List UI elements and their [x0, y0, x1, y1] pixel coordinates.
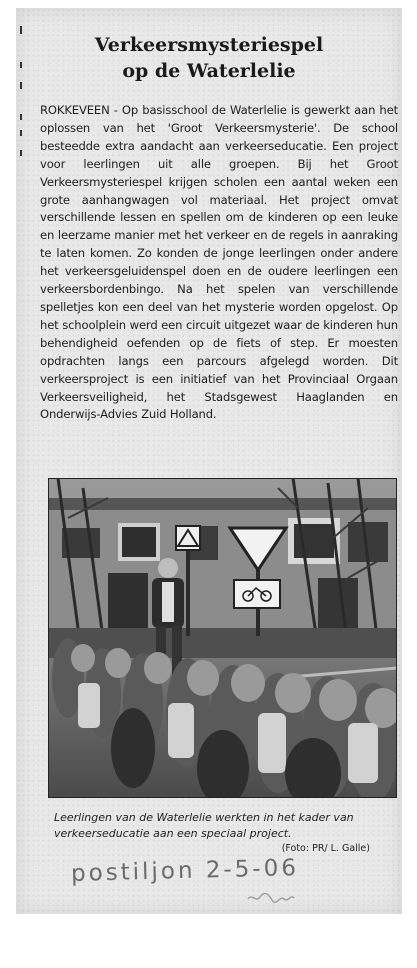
headline-line-2: op de Waterlelie	[122, 60, 296, 82]
handwritten-annotation: postiljon 2-5-06	[70, 855, 300, 887]
article-headline	[16, 32, 402, 84]
photo-caption: Leerlingen van de Waterlelie werkten in het kader van verkeerseducatie aan een speciaal project.	[54, 811, 354, 840]
photo-credit: (Foto: PR/ L. Galle)	[281, 843, 370, 854]
article-photo	[48, 478, 397, 798]
ink-scribble	[246, 891, 296, 905]
article-body: ROKKEVEEN - Op basisschool de Waterlelie is gewerkt aan het oplossen van het 'Groot Verkeersmysterie'. De school besteedde extra aandacht aan verkeerseducatie. Een project voor leerlingen uit alle groepen. Bij het Groot Verkeersmysteriespel krijgen scholen een aantal weken een grote aanhangwagen vol materiaal. Het project omvat verschillende lessen en spellen om de kinderen op een leuke en leerzame manier met het verkeer en de regels in aanraking te laten komen. Zo konden de jonge leerlingen onder andere het verkeersgeluidenspel doen en de oudere leerlingen een verkeersbordenbingo. Na het spelen van verschillende spelletjes kon een deel van het mysterie worden opgelost. Op het schoolplein werd een circuit uitgezet waar de kinderen hun behendigheid oefenden op de fiets of step. Er moesten opdrachten langs een parcours afgelegd worden. Dit verkeersproject is een initiatief van het Provinciaal Orgaan Verkeersveiligheid, het Stadsgewest Haaglanden en Onderwijs-Advies Zuid Holland.	[40, 103, 398, 422]
newspaper-clipping	[16, 8, 402, 914]
headline-line-1: Verkeersmysteriespel	[94, 34, 324, 56]
